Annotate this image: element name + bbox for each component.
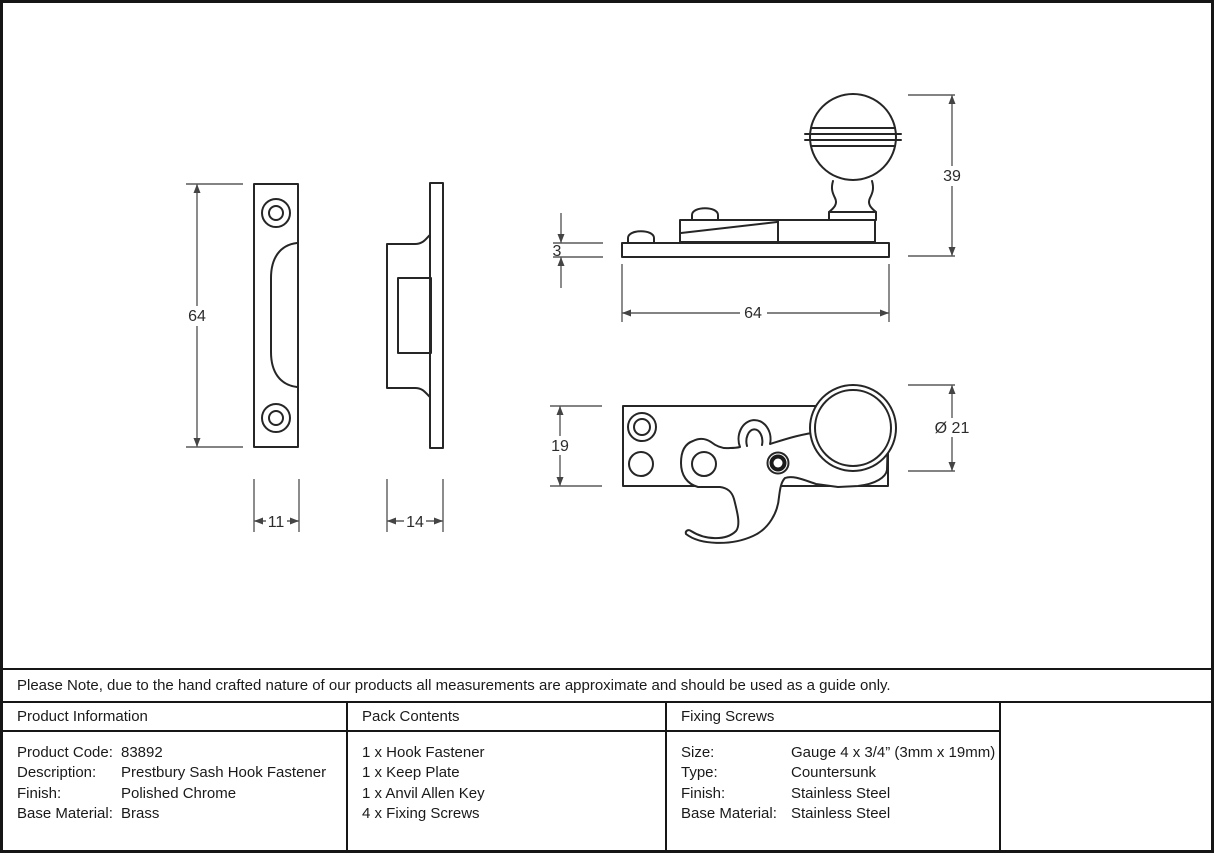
dimension-keep-plate-depth [387,479,443,532]
pack-item: 1 x Hook Fastener [362,743,485,761]
product-information-column [3,703,348,850]
hex-screw-icon [768,453,789,474]
dimension-keep-plate-width [254,479,299,532]
dimension-fastener-length [622,264,889,322]
spec-label: Type: [681,764,718,782]
spec-label: Finish: [17,784,62,802]
dim-label-knob-diameter: Ø 21 [934,420,970,437]
spec-label: Finish: [681,784,726,802]
dim-label-fastener-height: 39 [943,168,961,185]
screw-dome-arm-icon [692,208,718,220]
keep-plate-face [254,184,298,447]
fastener-side-view [550,94,965,322]
technical-drawing-area [3,3,1211,668]
column-header: Fixing Screws [667,703,999,732]
spec-row [17,804,346,825]
column-header: Product Information [3,703,346,732]
dimension-fastener-width [548,406,602,486]
pack-item: 1 x Keep Plate [362,764,460,782]
knob-sphere [810,94,896,180]
dim-label-base-thickness: 3 [552,243,562,260]
spec-value: Prestbury Sash Hook Fastener [121,764,327,782]
spec-label: Base Material: [681,805,777,823]
spec-label: Product Code: [17,743,113,761]
dimension-fastener-height [908,95,965,256]
dim-label-fastener-length: 64 [744,305,762,322]
spec-value: Polished Chrome [121,784,237,802]
spec-value: Brass [121,805,160,823]
dim-label-keep-width: 11 [267,514,285,531]
knob-base [829,212,876,220]
spec-label: Size: [681,743,715,761]
spec-table [3,703,1211,850]
note-text: Please Note, due to the hand crafted nature of our products all measurements are approximate and should be used as a guide only. [17,677,891,694]
spec-value: Gauge 4 x 3/4” (3mm x 19mm) [791,743,996,761]
keep-plate-bulge-outline [387,234,431,398]
fixing-screws-column [667,703,1001,850]
dimension-keep-plate-height [185,184,243,447]
spec-value: 83892 [121,743,163,761]
screw-dome-left-icon [628,231,654,243]
spec-value: Stainless Steel [791,784,891,802]
spec-row [17,763,346,784]
note-row [3,668,1211,703]
pack-item: 4 x Fixing Screws [362,805,480,823]
dimension-base-thickness [550,213,603,288]
fastener-plan-view [548,385,976,543]
keep-plate-side-recess [398,278,431,353]
keep-plate-side-view [387,183,443,532]
dim-label-keep-depth: 14 [406,514,424,531]
spec-row [17,783,346,804]
technical-drawing [3,3,1211,668]
spec-value: Countersunk [791,764,877,782]
column-header: Pack Contents [348,703,665,732]
knob-top-view [810,385,896,471]
spec-row [681,804,999,825]
spec-row [681,763,999,784]
pack-contents-column [348,703,667,850]
empty-column [1001,703,1211,850]
spec-row [681,783,999,804]
pack-item: 1 x Anvil Allen Key [362,784,485,802]
spec-label: Description: [17,764,97,782]
spec-value: Stainless Steel [791,805,891,823]
dimension-knob-diameter [908,385,976,471]
dim-label-keep-height: 64 [188,308,206,325]
fastener-base-plate [622,243,889,257]
dim-label-fastener-width: 19 [551,438,569,455]
spec-row [17,742,346,763]
keep-plate-front-view [185,184,299,532]
spec-row [681,742,999,763]
spec-label: Base Material: [17,805,113,823]
